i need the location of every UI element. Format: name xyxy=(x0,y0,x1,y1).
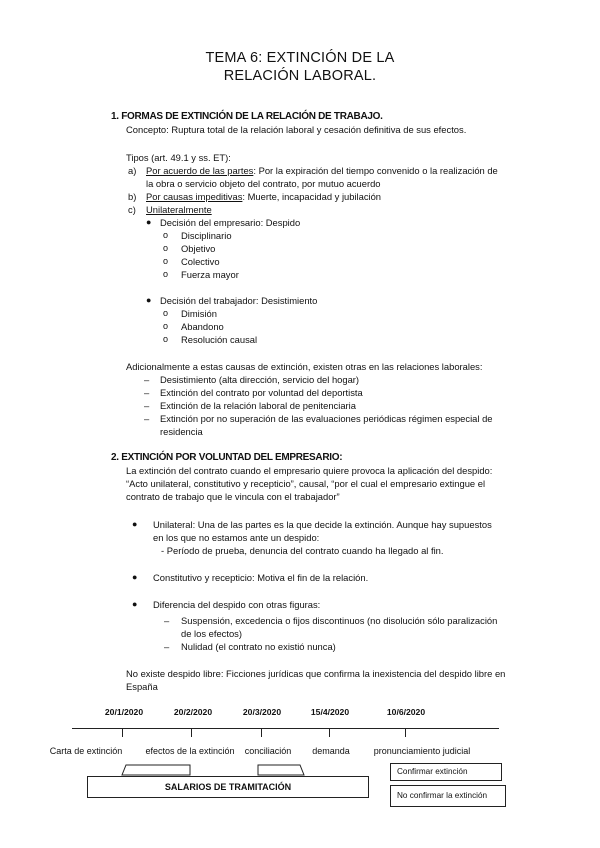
timeline-date: 20/2/2020 xyxy=(173,707,213,717)
list-item: Colectivo xyxy=(181,256,220,267)
unilateral-text: - Período de prueba, denuncia del contrato cuando ha llegado al fin. xyxy=(161,545,444,556)
timeline-label: demanda xyxy=(312,746,350,756)
timeline-tick xyxy=(405,728,406,737)
list-item: Objetivo xyxy=(181,243,216,254)
employer-decision: Decisión del empresario: Despido xyxy=(160,217,301,228)
timeline-tick xyxy=(191,728,192,737)
timeline-tick xyxy=(329,728,330,737)
circle-bullet-icon: o xyxy=(163,308,169,318)
list-item: Extinción del contrato por voluntad del deportista xyxy=(160,387,363,398)
timeline-tick xyxy=(122,728,123,737)
type-a-label: Por acuerdo de las partes xyxy=(146,165,254,176)
bullet-icon: ● xyxy=(132,599,138,609)
timeline-label: pronunciamiento judicial xyxy=(373,746,471,756)
type-c-label: Unilateralmente xyxy=(146,204,212,215)
concept-text: Concepto: Ruptura total de la relación laboral y cesación definitiva de sus efectos. xyxy=(126,124,467,135)
section2-heading: 2. EXTINCIÓN POR VOLUNTAD DEL EMPRESARIO: xyxy=(111,452,343,463)
circle-bullet-icon: o xyxy=(163,334,169,344)
types-intro: Tipos (art. 49.1 y ss. ET): xyxy=(126,152,231,163)
constitutive-text: Constitutivo y recepticio: Motiva el fin de la relación. xyxy=(153,572,369,583)
dash-icon: – xyxy=(164,641,170,652)
list-item: Resolución causal xyxy=(181,334,258,345)
section2-paragraph: La extinción del contrato cuando el empresario quiere provoca la aplicación del despido: xyxy=(126,465,493,476)
list-item: Extinción de la relación laboral de penitenciaria xyxy=(160,400,356,411)
list-item: Nulidad (el contrato no existió nunca) xyxy=(181,641,336,652)
list-item: Extinción por no superación de las evaluaciones periódicas régimen especial de xyxy=(160,413,493,424)
timeline-axis xyxy=(72,728,499,729)
dash-icon: – xyxy=(164,615,170,626)
circle-bullet-icon: o xyxy=(163,243,169,253)
dash-icon: – xyxy=(144,374,150,385)
timeline-date: 10/6/2020 xyxy=(386,707,426,717)
list-item-cont: residencia xyxy=(160,426,203,437)
type-a xyxy=(146,164,498,177)
circle-bullet-icon: o xyxy=(163,269,169,279)
bullet-icon: ● xyxy=(146,295,152,305)
dash-icon: – xyxy=(144,413,150,424)
timeline-label: Carta de extinción xyxy=(49,746,123,756)
free-dismissal-text: No existe despido libre: Ficciones jurídicas que confirma la inexistencia del despido libre en xyxy=(126,668,506,679)
confirm-box xyxy=(390,763,502,781)
circle-bullet-icon: o xyxy=(163,230,169,240)
list-marker: c) xyxy=(128,204,136,215)
free-dismissal-text: España xyxy=(126,681,158,692)
worker-decision: Decisión del trabajador: Desistimiento xyxy=(160,295,318,306)
not-confirm-label: No confirmar la extinción xyxy=(397,791,488,800)
timeline-tick xyxy=(261,728,262,737)
unilateral-text: Unilateral: Una de las partes es la que decide la extinción. Aunque hay supuestos xyxy=(153,519,492,530)
salaries-label: SALARIOS DE TRAMITACIÓN xyxy=(164,782,292,792)
list-item: Desistimiento (alta dirección, servicio del hogar) xyxy=(160,374,360,385)
list-item: Dimisión xyxy=(181,308,217,319)
timeline-date: 15/4/2020 xyxy=(310,707,350,717)
section1-heading: 1. FORMAS DE EXTINCIÓN DE LA RELACIÓN DE TRABAJO. xyxy=(111,111,383,122)
confirm-label: Confirmar extinción xyxy=(397,767,468,776)
unilateral-text: en los que no estamos ante un despido: xyxy=(153,532,320,543)
not-confirm-box xyxy=(390,785,506,807)
type-b xyxy=(146,190,381,203)
additional-intro: Adicionalmente a estas causas de extinción, existen otras en las relaciones laborales: xyxy=(126,361,483,372)
difference-text: Diferencia del despido con otras figuras: xyxy=(153,599,321,610)
timeline-date: 20/1/2020 xyxy=(104,707,144,717)
list-item: Fuerza mayor xyxy=(181,269,239,280)
page-title: TEMA 6: EXTINCIÓN DE LA xyxy=(205,50,395,66)
list-item: Suspensión, excedencia o fijos discontinuos (no disolución sólo paralización xyxy=(181,615,498,626)
circle-bullet-icon: o xyxy=(163,256,169,266)
section2-paragraph: contrato de trabajo que le vincula con el trabajador” xyxy=(126,491,340,502)
list-marker: b) xyxy=(128,191,137,202)
list-item-cont: de los efectos) xyxy=(181,628,242,639)
bullet-icon: ● xyxy=(132,572,138,582)
type-a-text: : Por la expiración del tiempo convenido o la realización de xyxy=(253,165,498,176)
salaries-box xyxy=(87,776,369,798)
dash-icon: – xyxy=(144,400,150,411)
salaries-bracket-icon xyxy=(118,763,308,777)
list-item: Abandono xyxy=(181,321,224,332)
bullet-icon: ● xyxy=(132,519,138,529)
circle-bullet-icon: o xyxy=(163,321,169,331)
dash-icon: – xyxy=(144,387,150,398)
bullet-icon: ● xyxy=(146,217,152,227)
timeline-label: efectos de la extinción xyxy=(145,746,235,756)
timeline-label: conciliación xyxy=(244,746,292,756)
page-title-line2: RELACIÓN LABORAL. xyxy=(223,68,377,84)
type-b-text: : Muerte, incapacidad y jubilación xyxy=(242,191,382,202)
type-a-text-cont: la obra o servicio objeto del contrato, por mutuo acuerdo xyxy=(146,178,381,189)
type-b-label: Por causas impeditivas xyxy=(146,191,243,202)
list-item: Disciplinario xyxy=(181,230,232,241)
timeline-date: 20/3/2020 xyxy=(242,707,282,717)
section2-paragraph: “Acto unilateral, constitutivo y recepticio”, causal, “por el cual el empresario extingue el xyxy=(126,478,486,489)
list-marker: a) xyxy=(128,165,137,176)
